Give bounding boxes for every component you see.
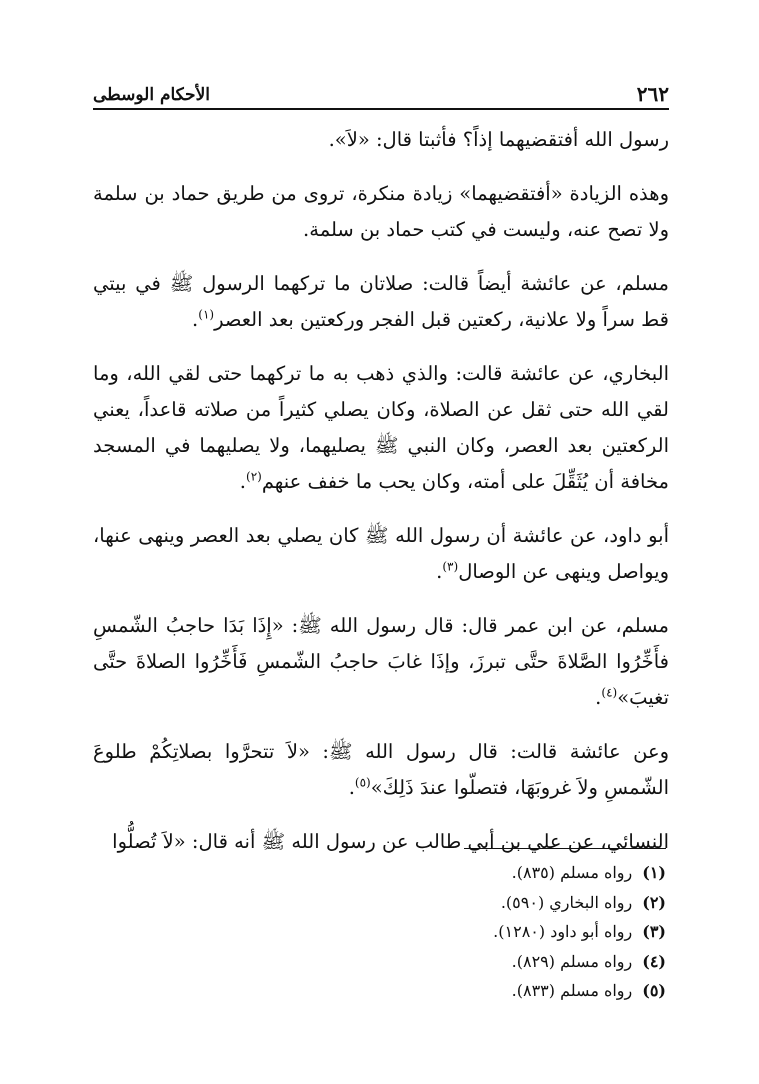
footnote — [306, 976, 666, 1006]
paragraph: مسلم، عن عائشة أيضاً قالت: صلاتان ما تركهما الرسول ﷺ في بيتي قط سراً ولا علانية، ركعتين قبل الفجر وركعتين بعد العصر$^{(١)}$. — [93, 272, 669, 331]
footnote-text: رواه البخاري (٥٩٠). — [500, 892, 633, 912]
footnote — [306, 947, 666, 977]
footnote-number: (٣) — [642, 922, 666, 941]
running-title: الأحكام الوسطى — [93, 85, 210, 105]
footnote — [306, 917, 666, 947]
footnote-marker: (٤) — [601, 685, 618, 700]
footnote-marker: (٢) — [246, 469, 262, 484]
page-header — [93, 76, 669, 110]
footnote-marker: (١) — [198, 307, 215, 322]
footnote-text: رواه مسلم (٨٢٩). — [511, 951, 633, 971]
footnote-text: رواه مسلم (٨٣٥). — [511, 863, 633, 882]
footnote-text: رواه أبو داود (١٢٨٠). — [493, 922, 633, 941]
paragraph: وهذه الزيادة «أفتقضيهما» زيادة منكرة، تروى من طريق حماد بن سلمة ولا تصح عنه، وليست في كتب حماد بن سلمة. — [93, 182, 669, 241]
footnote-number: (٤) — [642, 951, 666, 971]
footnote-number: (٥) — [642, 981, 666, 1000]
footnote-marker: (٣) — [442, 559, 459, 574]
page-number: ٢٦٢ — [636, 82, 669, 106]
paragraph: مسلم، عن ابن عمر قال: قال رسول الله ﷺ: «إِذَا بَدَا حاجبُ الشّمسِ فأَخِّرُوا الصَّلاةَ حتَّى تبرزَ، وإذَا غابَ حاجبُ الشّمسِ فَأَخِّرُوا الصلاةَ حتَّى تغيبَ»$^{(٤)}$. — [93, 614, 669, 709]
footnote-marker: (٥) — [354, 775, 371, 790]
paragraph: النسائي، عن علي بن أبي طالب عن رسول الله ﷺ أنه قال: «لاَ تُصلُّوا — [112, 830, 669, 853]
paragraph: رسول الله أفتقضيهما إذاً؟ فأثبتا قال: «لاَ». — [328, 128, 669, 151]
footnotes-list — [306, 858, 666, 1006]
paragraph: البخاري، عن عائشة قالت: والذي ذهب به ما تركهما حتى لقي الله، وما لقي الله حتى ثقل عن الصلاة، وكان يصلي كثيراً من صلاته قاعداً، يعني الركعتين بعد العصر، وكان النبي ﷺ يصليهما، ولا يصليهما في المسجد مخافة أن يُثَقِّلَ على أمته، وكان يحب ما خفف عنهم$^{(٢)}$. — [93, 362, 669, 493]
main-text — [93, 120, 669, 878]
footnote — [306, 888, 666, 918]
footnote-number: (١) — [642, 863, 666, 882]
footnote — [306, 858, 666, 888]
footnote-number: (٢) — [642, 892, 666, 912]
paragraph: أبو داود، عن عائشة أن رسول الله ﷺ كان يصلي بعد العصر وينهى عنها، ويواصل وينهى عن الوصال$^{(٣)}$. — [93, 524, 669, 583]
footnote-text: رواه مسلم (٨٣٣). — [511, 981, 633, 1000]
paragraph: وعن عائشة قالت: قال رسول الله ﷺ: «لاَ تتحرَّوا بصلاتِكُمْ طلوعَ الشّمسِ ولاَ غروبَهَا، فتصلّوا عندَ ذَلِكَ»$^{(٥)}$. — [93, 740, 669, 799]
footnote-divider — [464, 848, 666, 849]
